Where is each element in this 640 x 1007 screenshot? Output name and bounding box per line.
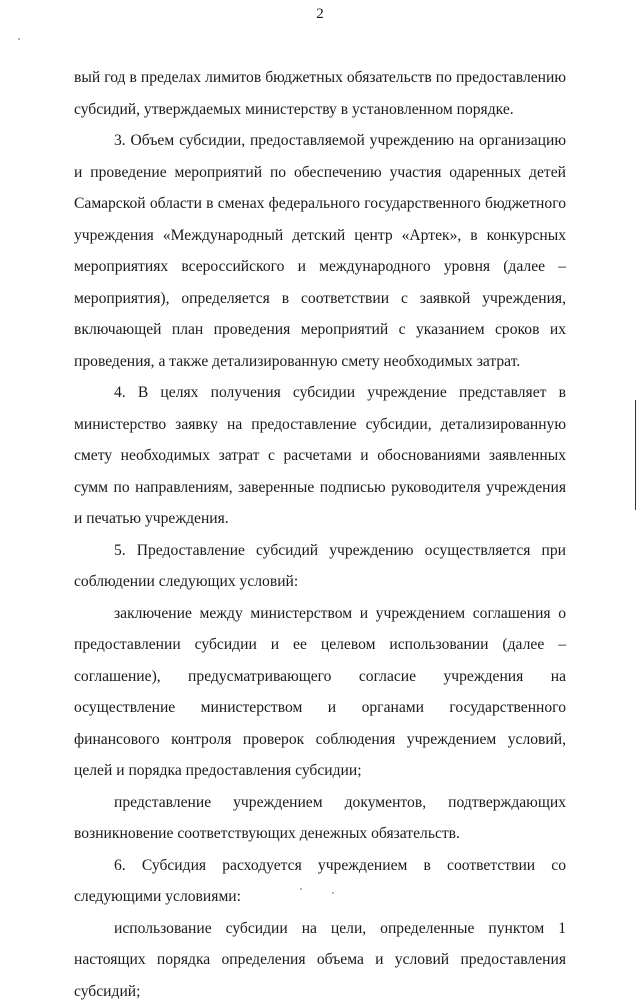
page-number: 2 [0, 6, 640, 23]
paragraph-condition-usage: использование субсидии на цели, определенные пунктом 1 настоящих порядка определения объема и условий предоставления субсидий; [74, 913, 566, 1007]
paragraph-item-4: 4. В целях получения субсидии учреждение представляет в министерство заявку на предоставление субсидии, детализированную смету необходимых затрат с расчетами и обоснованиями заявленных сумм по направлениям, заверенные подписью руководителя учреждения и печатью учреждения. [74, 377, 566, 535]
scan-edge-mark [635, 400, 636, 510]
document-body [74, 62, 566, 1007]
paragraph-item-3: 3. Объем субсидии, предоставляемой учреждению на организацию и проведение мероприятий по обеспечению участия одаренных детей Самарской области в сменах федерального государственного бюджетного учреждения «Международный детский центр «Артек», в конкурсных мероприятиях всероссийского и международного уровня (далее – мероприятия), определяется в соответствии с заявкой учреждения, включающей план проведения мероприятий с указанием сроков их проведения, а также детализированную смету необходимых затрат. [74, 125, 566, 377]
paragraph-item-5: 5. Предоставление субсидий учреждению осуществляется при соблюдении следующих условий: [74, 535, 566, 598]
scan-speck [18, 38, 20, 40]
scan-speck [332, 892, 334, 894]
scan-speck [300, 888, 302, 890]
paragraph-item-6: 6. Субсидия расходуется учреждением в соответствии со следующими условиями: [74, 850, 566, 913]
paragraph-continuation: вый год в пределах лимитов бюджетных обязательств по предоставлению субсидий, утверждаемых министерству в установленном порядке. [74, 62, 566, 125]
paragraph-condition-agreement: заключение между министерством и учреждением соглашения о предоставлении субсидии и ее целевом использовании (далее – соглашение), предусматривающего согласие учреждения на осуществление министерством и органами государственного финансового контроля проверок соблюдения учреждением условий, целей и порядка предоставления субсидии; [74, 598, 566, 787]
paragraph-condition-documents: представление учреждением документов, подтверждающих возникновение соответствующих денежных обязательств. [74, 787, 566, 850]
